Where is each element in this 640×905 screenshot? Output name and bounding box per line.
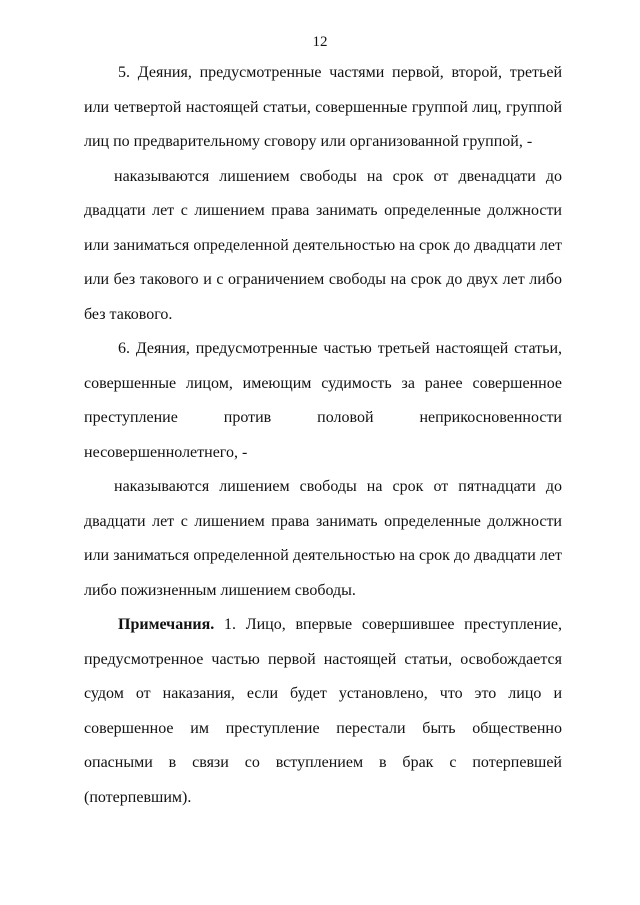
notes-label: Примечания. [118, 616, 215, 633]
paragraph-part-6-sanction: наказываются лишением свободы на срок от пятнадцати до двадцати лет с лишением права занимать определенные должности или заниматься определенной деятельностью на срок до двадцати лет либо пожизненным лишением свободы. [84, 478, 562, 599]
paragraph-notes [84, 608, 562, 815]
page-number: 12 [312, 34, 328, 50]
notes-text: 1. Лицо, впервые совершившее преступление, предусмотренное частью первой настоящей статьи, освобождается судом от наказания, если будет установлено, что это лицо и совершенное им преступление перестали быть общественно опасными в связи со вступлением в брак с потерпевшей (потерпевшим). [84, 616, 562, 806]
document-body [84, 56, 562, 815]
paragraph-part-5-sanction: наказываются лишением свободы на срок от двенадцати до двадцати лет с лишением права занимать определенные должности или заниматься определенной деятельностью на срок до двадцати лет или без такового и с ограничением свободы на срок до двух лет либо без такового. [84, 167, 562, 323]
paragraph-part-5: 5. Деяния, предусмотренные частями первой, второй, третьей или четвертой настоящей статьи, совершенные группой лиц, группой лиц по предварительному сговору или организованной группой, - [84, 64, 562, 150]
paragraph-part-6: 6. Деяния, предусмотренные частью третьей настоящей статьи, совершенные лицом, имеющим судимость за ранее совершенное преступление против половой неприкосновенности несовершеннолетнего, - [84, 340, 562, 461]
